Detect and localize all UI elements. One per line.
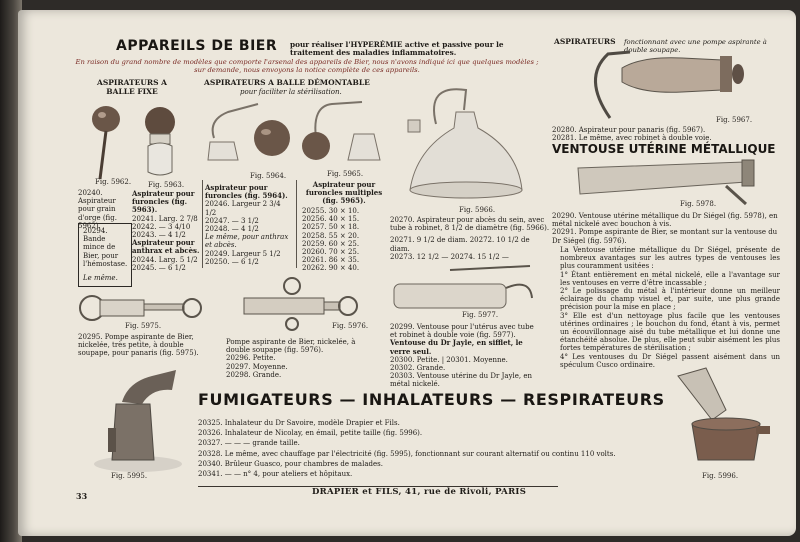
publisher: DRAPIER et FILS, 41, rue de Rivoli, PARIS (312, 487, 527, 497)
fig-5975-label: Fig. 5975. (125, 322, 162, 330)
bier-col4-row: 20260. 70 × 25. (302, 248, 360, 257)
aspirators-item: 20280. Aspirateur pour panaris (fig. 5967). (552, 126, 706, 134)
fig-5977-label: Fig. 5977. (462, 311, 499, 319)
fumigateurs-item: 20326. Inhalateur de Nicolay, en émail, petite taille (fig. 5996). (198, 429, 423, 438)
bier-col4 (298, 181, 390, 206)
detach-title: ASPIRATEURS A BALLE DÉMONTABLE (204, 78, 370, 87)
bier-col2-line: 20241. Larg. 2 7/8 (132, 214, 198, 223)
bier-col2-line: Aspirateur pour anthrax et abcès. (132, 238, 200, 256)
column-divider (202, 180, 203, 268)
bier-note: En raison du grand nombre de modèles que comporte l'arsenal des appareils de Bier, nous n'avons indiqué ici que quelques modèles ; sur demande, nous envoyons la notice complète de ces appareils. (75, 58, 539, 75)
bier-col1-box-text: 20294. Bande mince de Bier, pour l'hémostase. (83, 227, 128, 268)
bier-col1: 20240. Aspirateur pour grain d'orge (fig. 5962). (78, 189, 117, 230)
bier-col3 (205, 184, 293, 266)
detach-subtitle: pour faciliter la stérilisation. (240, 88, 342, 96)
fig-5978-label: Fig. 5978. (680, 200, 717, 208)
fig-5963-label: Fig. 5963. (148, 181, 185, 189)
aspirators-note: fonctionnant avec une pompe aspirante à double soupape. (624, 38, 767, 55)
fumigateurs-list (198, 419, 658, 478)
pump-mid-line: 20297. Moyenne. (226, 362, 288, 371)
ventouse-body (560, 246, 780, 369)
ventouse-paragraph: La Ventouse utérine métallique du Dr Siégel, présente de nombreux avantages sur les autres types de ventouses les plus couramment usitées : (560, 246, 780, 271)
fumigateurs-title: FUMIGATEURS — INHALATEURS — RESPIRATEURS (198, 390, 665, 409)
fig-5966-label: Fig. 5966. (459, 206, 496, 214)
fig-5962-label: Fig. 5962. (95, 178, 132, 186)
bier-col4-head: Aspirateur pour furoncles multiples (fig. 5965). (305, 180, 383, 206)
pump-mid-text (226, 338, 358, 379)
pump-right-line: Ventouse du Dr Jayle, en sifflet, le verre seul. (390, 338, 523, 356)
ventouse-paragraph: 3° Elle est d'un nettoyage plus facile que les ventouses utérines ordinaires ; le bouchon du fond, étant à vis, permet un écouvillonnage aisé du tube métallique et lui donne une étanchéité absolue. De plus, elle peut subir aisément les plus fortes températures de stérilisation ; (560, 311, 780, 353)
fig-5965-label: Fig. 5965. (327, 170, 364, 178)
bier-col5-line: 20270. Aspirateur pour abcès du sein, avec tube à robinet, 8 1/2 de diamètre (fig. 5966). (390, 216, 550, 233)
bier-col2-line: 20242. — 3 4/10 (132, 222, 191, 231)
ventouse-paragraph: 4° Les ventouses du Dr Siégel passent aisément dans un spéculum Cusco ordinaire. (560, 352, 780, 369)
column-divider (296, 180, 297, 268)
siegel-cup-5978-illustration (576, 160, 762, 210)
bier-col2-line: Aspirateur pour furoncles (fig. 5963). (132, 189, 195, 215)
bier-col3-line: 20249. Largeur 5 1/2 (205, 249, 281, 258)
fig-5967-label: Fig. 5967. (716, 116, 753, 124)
bier-col3-line: 20247. — 3 1/2 (205, 216, 259, 225)
bier-col4-row: 20262. 90 × 40. (302, 264, 360, 273)
fig-5964-label: Fig. 5964. (250, 172, 287, 180)
bier-col1-box (78, 223, 132, 287)
pump-right-line: 20302. Grande. (390, 364, 446, 373)
aspirator-5963-illustration (142, 106, 182, 176)
nicolay-inhaler-5996-illustration (672, 366, 776, 470)
bier-purpose: pour réaliser l'HYPERÉMIE active et passive pour le traitement des maladies inflammatoires. (290, 40, 504, 58)
pump-right-line: 20303. Ventouse utérine du Dr Jayle, en métal nickelé. (390, 372, 533, 389)
ventouse-item: 20290. Ventouse utérine métallique du Dr Siégel (fig. 5978), en métal nickelé avec bouchon à vis. (552, 212, 778, 229)
bier-col4-row: 20255. 30 × 10. (302, 207, 360, 215)
fumigateurs-item: 20340. Brûleur Guasco, pour chambres de malades. (198, 459, 383, 468)
bier-col2-line: 20243. — 4 1/2 (132, 231, 186, 240)
bier-col5-line: 20273. 12 1/2 — 20274. 15 1/2 — (390, 252, 509, 261)
bier-col5-line: 20271. 9 1/2 de diam. 20272. 10 1/2 de diam. (390, 236, 530, 253)
section-title-bier: APPAREILS DE BIER (116, 38, 278, 54)
bier-col2 (132, 190, 202, 272)
breast-aspirator-5966-illustration (406, 80, 530, 204)
pump-right-line: 20299. Ventouse pour l'utérus avec tube et robinet à double voie (fig. 5977). (390, 323, 534, 340)
ventouse-items (552, 212, 780, 245)
ventouse-paragraph: 1° Étant entièrement en métal nickelé, elle a l'avantage sur les ventouses en verre d'être incassable ; (560, 270, 780, 287)
bier-col4-row: 20259. 60 × 25. (302, 239, 360, 248)
bier-col5 (390, 216, 550, 261)
bier-col3-line: 20250. — 6 1/2 (205, 257, 259, 266)
bier-col4-table (302, 207, 392, 273)
pump-right-line: 20300. Petite. | 20301. Moyenne. (390, 355, 508, 364)
panaris-aspirator-5967-illustration (582, 48, 748, 122)
electric-inhaler-5995-illustration (92, 368, 184, 474)
bier-col4-row: 20256. 40 × 15. (302, 215, 360, 224)
fig-5995-label: Fig. 5995. (111, 472, 148, 480)
aspirators-items (552, 126, 782, 142)
fumigateurs-item: 20341. — — n° 4, pour ateliers et hôpitaux. (198, 470, 353, 479)
pump-mid-line: 20298. Grande. (226, 370, 282, 379)
fumigateurs-item: 20327. — — — grande taille. (198, 439, 300, 448)
fig-5976-label: Fig. 5976. (332, 322, 369, 330)
bier-col2-line: 20245. — 6 1/2 (132, 263, 186, 272)
aspirators-item: 20281. Le même, avec robinet à double voie. (552, 134, 712, 143)
bier-col3-line: Aspirateur pour furoncles (fig. 5964). (205, 183, 288, 201)
aspirator-bulb-5962-illustration (90, 103, 130, 183)
bier-col2-line: 20244. Larg. 5 1/2 (132, 255, 198, 264)
bier-col4-row: 20261. 86 × 35. (302, 256, 360, 265)
fumigateurs-item: 20328. Le même, avec chauffage par l'électricité (fig. 5995), fonctionnant sur courant alternatif ou continu 110 volts. (198, 449, 616, 458)
aspirator-5965-illustration (302, 98, 382, 166)
page-number: 33 (76, 491, 88, 501)
bier-col3-line: 20248. — 4 1/2 (205, 225, 259, 234)
fixed-title: ASPIRATEURS A BALLE FIXE (97, 78, 167, 96)
pump-mid-line: 20296. Petite. (226, 354, 276, 363)
ventouse-paragraph: 2° Le polissage du métal à l'intérieur donne un meilleur éclairage du champ visuel et, par suite, une plus grande précision pour la mise en place ; (560, 287, 780, 312)
ventouse-title: VENTOUSE UTÉRINE MÉTALLIQUE (552, 142, 776, 156)
bier-col3-line: 20246. Largeur 2 3/4 1/2 (205, 200, 281, 217)
pump-right-text (390, 323, 542, 389)
bier-col3-line: Le même, pour anthrax et abcès. (205, 233, 289, 250)
uterine-cup-5977-illustration (390, 262, 540, 314)
bier-col1-box-same: Le même. (83, 274, 118, 282)
fig-5996-label: Fig. 5996. (702, 472, 739, 480)
aspirator-5964-illustration (208, 100, 298, 166)
ventouse-item: 20291. Pompe aspirante de Bier, se montant sur la ventouse du Dr Siégel (fig. 5976). (552, 228, 778, 245)
pump-left-text: 20295. Pompe aspirante de Bier, nickelée, très petite, à double soupape, pour panaris (fig. 5975). (78, 333, 199, 358)
fumigateurs-item: 20325. Inhalateur du Dr Savoire, modèle Drapier et Fils. (198, 419, 400, 427)
pump-mid-line: Pompe aspirante de Bier, nickelée, à double soupape (fig. 5976). (226, 338, 356, 355)
bier-col4-row: 20258. 55 × 20. (302, 231, 360, 240)
bier-col4-row: 20257. 50 × 18. (302, 223, 360, 232)
aspirators-title: ASPIRATEURS (554, 37, 616, 46)
